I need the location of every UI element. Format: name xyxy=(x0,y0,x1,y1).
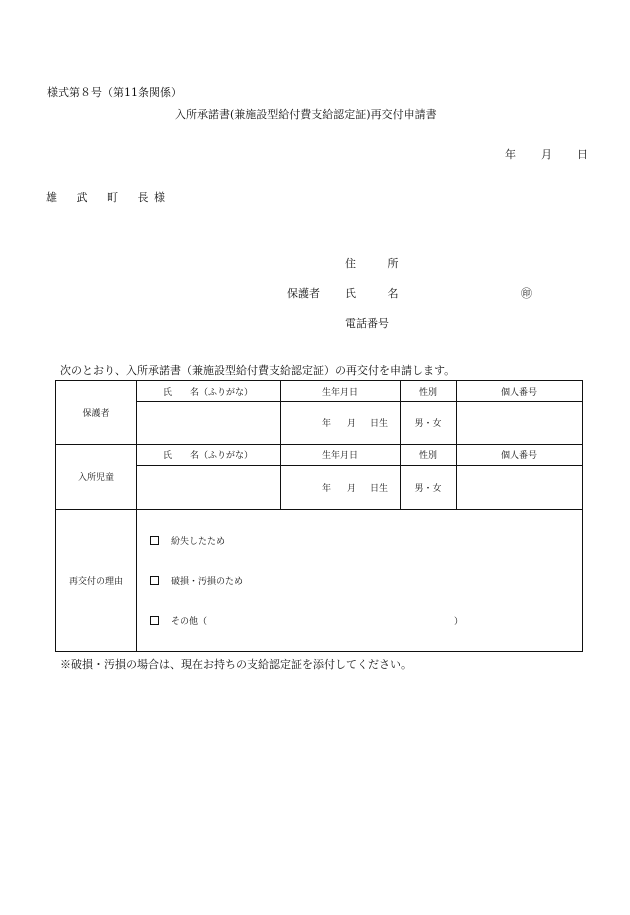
addressee-name: 雄 武 町 長 xyxy=(46,191,157,204)
row-label-reason: 再交付の理由 xyxy=(68,576,123,587)
birth-month-label: 月 xyxy=(347,483,357,494)
guardian-sex-field[interactable]: 男・女 xyxy=(414,419,442,429)
application-table xyxy=(55,380,583,652)
birth-year-label: 年 xyxy=(322,419,332,429)
birth-day-label: 日生 xyxy=(370,419,389,429)
header-birthdate: 生年月日 xyxy=(321,387,358,398)
birth-month-label: 月 xyxy=(347,419,357,429)
row-label-child: 入所児童 xyxy=(77,473,114,483)
addressee-honorific: 様 xyxy=(154,191,165,204)
header-name: 氏 名（ふりがな） xyxy=(162,387,253,398)
header-name: 氏 名（ふりがな） xyxy=(162,451,253,461)
address-label: 住 所 xyxy=(345,257,413,270)
reason-other-label: その他（ xyxy=(171,617,208,627)
footnote: ※破損・汚損の場合は、現在お持ちの支給認定証を添付してください。 xyxy=(60,658,412,671)
reason-lost[interactable] xyxy=(150,534,225,547)
reason-damaged-label: 破損・汚損のため xyxy=(171,577,244,587)
child-sex-field[interactable]: 男・女 xyxy=(414,483,442,494)
row-label-guardian: 保護者 xyxy=(82,409,110,419)
child-name-field[interactable] xyxy=(136,465,280,509)
child-personal-number-field[interactable] xyxy=(456,465,582,509)
date-year-label: 年 xyxy=(505,148,516,161)
date-day-label: 日 xyxy=(577,148,588,161)
child-birthdate-field[interactable] xyxy=(280,465,400,509)
header-birthdate: 生年月日 xyxy=(321,451,358,461)
header-personal-number: 個人番号 xyxy=(500,451,537,461)
birth-day-label: 日生 xyxy=(370,483,389,494)
guardian-personal-number-field[interactable] xyxy=(456,401,582,444)
header-sex: 性別 xyxy=(418,451,437,461)
phone-label: 電話番号 xyxy=(345,317,389,330)
birth-year-label: 年 xyxy=(322,483,332,494)
checkbox-icon[interactable] xyxy=(150,536,159,545)
date-month-label: 月 xyxy=(541,148,552,161)
guardian-birthdate-field[interactable] xyxy=(280,401,400,444)
reason-lost-label: 紛失したため xyxy=(171,537,226,547)
header-personal-number: 個人番号 xyxy=(500,387,537,398)
reason-other[interactable] xyxy=(150,614,207,627)
checkbox-icon[interactable] xyxy=(150,576,159,585)
seal-mark: ㊞ xyxy=(521,287,532,300)
reason-damaged[interactable] xyxy=(150,574,243,587)
name-label: 氏 名 xyxy=(345,287,413,300)
form-number: 様式第８号（第11条関係） xyxy=(47,86,182,99)
reason-other-close: ） xyxy=(454,617,464,627)
header-sex: 性別 xyxy=(418,387,437,398)
checkbox-icon[interactable] xyxy=(150,616,159,625)
guardian-name-field[interactable] xyxy=(136,401,280,444)
intro-text: 次のとおり、入所承諾書（兼施設型給付費支給認定証）の再交付を申請します。 xyxy=(60,364,456,377)
guardian-label: 保護者 xyxy=(287,287,320,300)
form-title: 入所承諾書(兼施設型給付費支給認定証)再交付申請書 xyxy=(175,108,437,121)
